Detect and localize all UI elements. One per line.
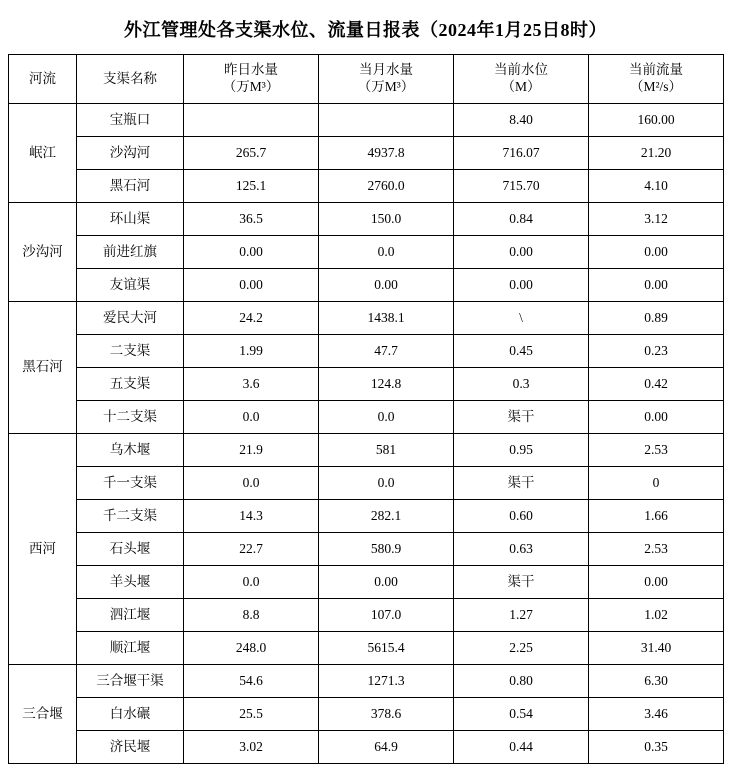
canal-name: 五支渠 <box>77 368 184 401</box>
canal-name: 沙沟河 <box>77 137 184 170</box>
canal-name: 羊头堰 <box>77 566 184 599</box>
yesterday-volume: 125.1 <box>184 170 319 203</box>
yesterday-volume: 3.6 <box>184 368 319 401</box>
header-row <box>9 55 724 104</box>
yesterday-volume: 3.02 <box>184 731 319 764</box>
table-row <box>9 269 724 302</box>
current-flow: 0.00 <box>589 566 724 599</box>
yesterday-volume: 8.8 <box>184 599 319 632</box>
canal-name: 三合堰干渠 <box>77 665 184 698</box>
current-flow: 0.42 <box>589 368 724 401</box>
yesterday-volume: 1.99 <box>184 335 319 368</box>
table-body <box>9 104 724 764</box>
month-volume: 2760.0 <box>319 170 454 203</box>
header-line-1: 支渠名称 <box>103 70 157 86</box>
yesterday-volume: 0.0 <box>184 401 319 434</box>
current-flow: 1.66 <box>589 500 724 533</box>
current-level: 渠干 <box>454 467 589 500</box>
yesterday-volume: 248.0 <box>184 632 319 665</box>
river-group-label: 黑石河 <box>9 302 77 434</box>
table-row <box>9 731 724 764</box>
current-level: 715.70 <box>454 170 589 203</box>
column-header-yesterday-volume <box>184 55 319 104</box>
current-flow: 0.00 <box>589 269 724 302</box>
yesterday-volume <box>184 104 319 137</box>
canal-name: 二支渠 <box>77 335 184 368</box>
yesterday-volume: 36.5 <box>184 203 319 236</box>
current-flow: 0 <box>589 467 724 500</box>
current-flow: 0.00 <box>589 236 724 269</box>
table-header <box>9 55 724 104</box>
canal-name: 黑石河 <box>77 170 184 203</box>
header-line-1: 昨日水量 <box>224 62 278 78</box>
table-row <box>9 236 724 269</box>
month-volume <box>319 104 454 137</box>
month-volume: 0.0 <box>319 401 454 434</box>
yesterday-volume: 265.7 <box>184 137 319 170</box>
column-header-river <box>9 55 77 104</box>
yesterday-volume: 54.6 <box>184 665 319 698</box>
current-level: 8.40 <box>454 104 589 137</box>
table-row <box>9 500 724 533</box>
river-group-label: 三合堰 <box>9 665 77 764</box>
header-line-1: 当前水位 <box>494 62 548 78</box>
month-volume: 107.0 <box>319 599 454 632</box>
month-volume: 0.0 <box>319 467 454 500</box>
yesterday-volume: 0.00 <box>184 236 319 269</box>
current-level: 0.00 <box>454 269 589 302</box>
current-level: 0.84 <box>454 203 589 236</box>
canal-name: 白水碾 <box>77 698 184 731</box>
table-row <box>9 599 724 632</box>
column-header-current-level <box>454 55 589 104</box>
river-group-label: 岷江 <box>9 104 77 203</box>
header-line-1: 当月水量 <box>359 62 413 78</box>
month-volume: 150.0 <box>319 203 454 236</box>
yesterday-volume: 25.5 <box>184 698 319 731</box>
table-row <box>9 104 724 137</box>
table-row <box>9 665 724 698</box>
current-level: 2.25 <box>454 632 589 665</box>
canal-name: 十二支渠 <box>77 401 184 434</box>
water-level-report-table <box>8 54 724 764</box>
current-level: 0.95 <box>454 434 589 467</box>
table-row <box>9 335 724 368</box>
current-flow: 3.12 <box>589 203 724 236</box>
month-volume: 378.6 <box>319 698 454 731</box>
month-volume: 0.00 <box>319 269 454 302</box>
month-volume: 282.1 <box>319 500 454 533</box>
month-volume: 0.00 <box>319 566 454 599</box>
table-row <box>9 467 724 500</box>
canal-name: 前进红旗 <box>77 236 184 269</box>
current-flow: 2.53 <box>589 434 724 467</box>
canal-name: 乌木堰 <box>77 434 184 467</box>
current-level: 0.00 <box>454 236 589 269</box>
yesterday-volume: 0.0 <box>184 467 319 500</box>
page-title: 外江管理处各支渠水位、流量日报表（2024年1月25日8时） <box>124 20 607 40</box>
current-flow: 160.00 <box>589 104 724 137</box>
table-row <box>9 533 724 566</box>
yesterday-volume: 0.00 <box>184 269 319 302</box>
current-level: 0.44 <box>454 731 589 764</box>
current-level: 716.07 <box>454 137 589 170</box>
table-row <box>9 401 724 434</box>
month-volume: 1438.1 <box>319 302 454 335</box>
table-row <box>9 566 724 599</box>
current-flow: 0.00 <box>589 401 724 434</box>
canal-name: 千一支渠 <box>77 467 184 500</box>
current-level: 0.60 <box>454 500 589 533</box>
current-flow: 4.10 <box>589 170 724 203</box>
table-row <box>9 203 724 236</box>
canal-name: 环山渠 <box>77 203 184 236</box>
table-row <box>9 368 724 401</box>
current-flow: 2.53 <box>589 533 724 566</box>
table-row <box>9 434 724 467</box>
month-volume: 64.9 <box>319 731 454 764</box>
current-level: 0.80 <box>454 665 589 698</box>
current-level: 1.27 <box>454 599 589 632</box>
canal-name: 千二支渠 <box>77 500 184 533</box>
yesterday-volume: 21.9 <box>184 434 319 467</box>
yesterday-volume: 0.0 <box>184 566 319 599</box>
current-flow: 0.23 <box>589 335 724 368</box>
table-row <box>9 302 724 335</box>
header-line-1: 河流 <box>29 70 56 86</box>
table-row <box>9 137 724 170</box>
yesterday-volume: 24.2 <box>184 302 319 335</box>
month-volume: 1271.3 <box>319 665 454 698</box>
current-flow: 6.30 <box>589 665 724 698</box>
canal-name: 宝瓶口 <box>77 104 184 137</box>
canal-name: 济民堰 <box>77 731 184 764</box>
canal-name: 泗江堰 <box>77 599 184 632</box>
current-flow: 0.35 <box>589 731 724 764</box>
current-level: 0.63 <box>454 533 589 566</box>
header-line-2: （M²/s） <box>629 79 683 94</box>
month-volume: 581 <box>319 434 454 467</box>
table-row <box>9 698 724 731</box>
column-header-canal-name <box>77 55 184 104</box>
current-level: 0.3 <box>454 368 589 401</box>
current-level: \ <box>454 302 589 335</box>
current-flow: 31.40 <box>589 632 724 665</box>
yesterday-volume: 14.3 <box>184 500 319 533</box>
column-header-current-flow <box>589 55 724 104</box>
current-level: 0.45 <box>454 335 589 368</box>
current-level: 渠干 <box>454 566 589 599</box>
yesterday-volume: 22.7 <box>184 533 319 566</box>
month-volume: 4937.8 <box>319 137 454 170</box>
current-flow: 21.20 <box>589 137 724 170</box>
current-level: 0.54 <box>454 698 589 731</box>
table-row <box>9 632 724 665</box>
table-row <box>9 170 724 203</box>
month-volume: 580.9 <box>319 533 454 566</box>
current-flow: 3.46 <box>589 698 724 731</box>
header-line-2: （M） <box>501 79 541 94</box>
canal-name: 石头堰 <box>77 533 184 566</box>
month-volume: 5615.4 <box>319 632 454 665</box>
header-line-2: （万M³） <box>357 79 415 94</box>
current-flow: 0.89 <box>589 302 724 335</box>
canal-name: 顺江堰 <box>77 632 184 665</box>
month-volume: 0.0 <box>319 236 454 269</box>
canal-name: 友谊渠 <box>77 269 184 302</box>
header-line-2: （万M³） <box>222 79 280 94</box>
month-volume: 124.8 <box>319 368 454 401</box>
canal-name: 爱民大河 <box>77 302 184 335</box>
current-flow: 1.02 <box>589 599 724 632</box>
header-line-1: 当前流量 <box>629 62 683 78</box>
column-header-month-volume <box>319 55 454 104</box>
river-group-label: 沙沟河 <box>9 203 77 302</box>
river-group-label: 西河 <box>9 434 77 665</box>
month-volume: 47.7 <box>319 335 454 368</box>
current-level: 渠干 <box>454 401 589 434</box>
